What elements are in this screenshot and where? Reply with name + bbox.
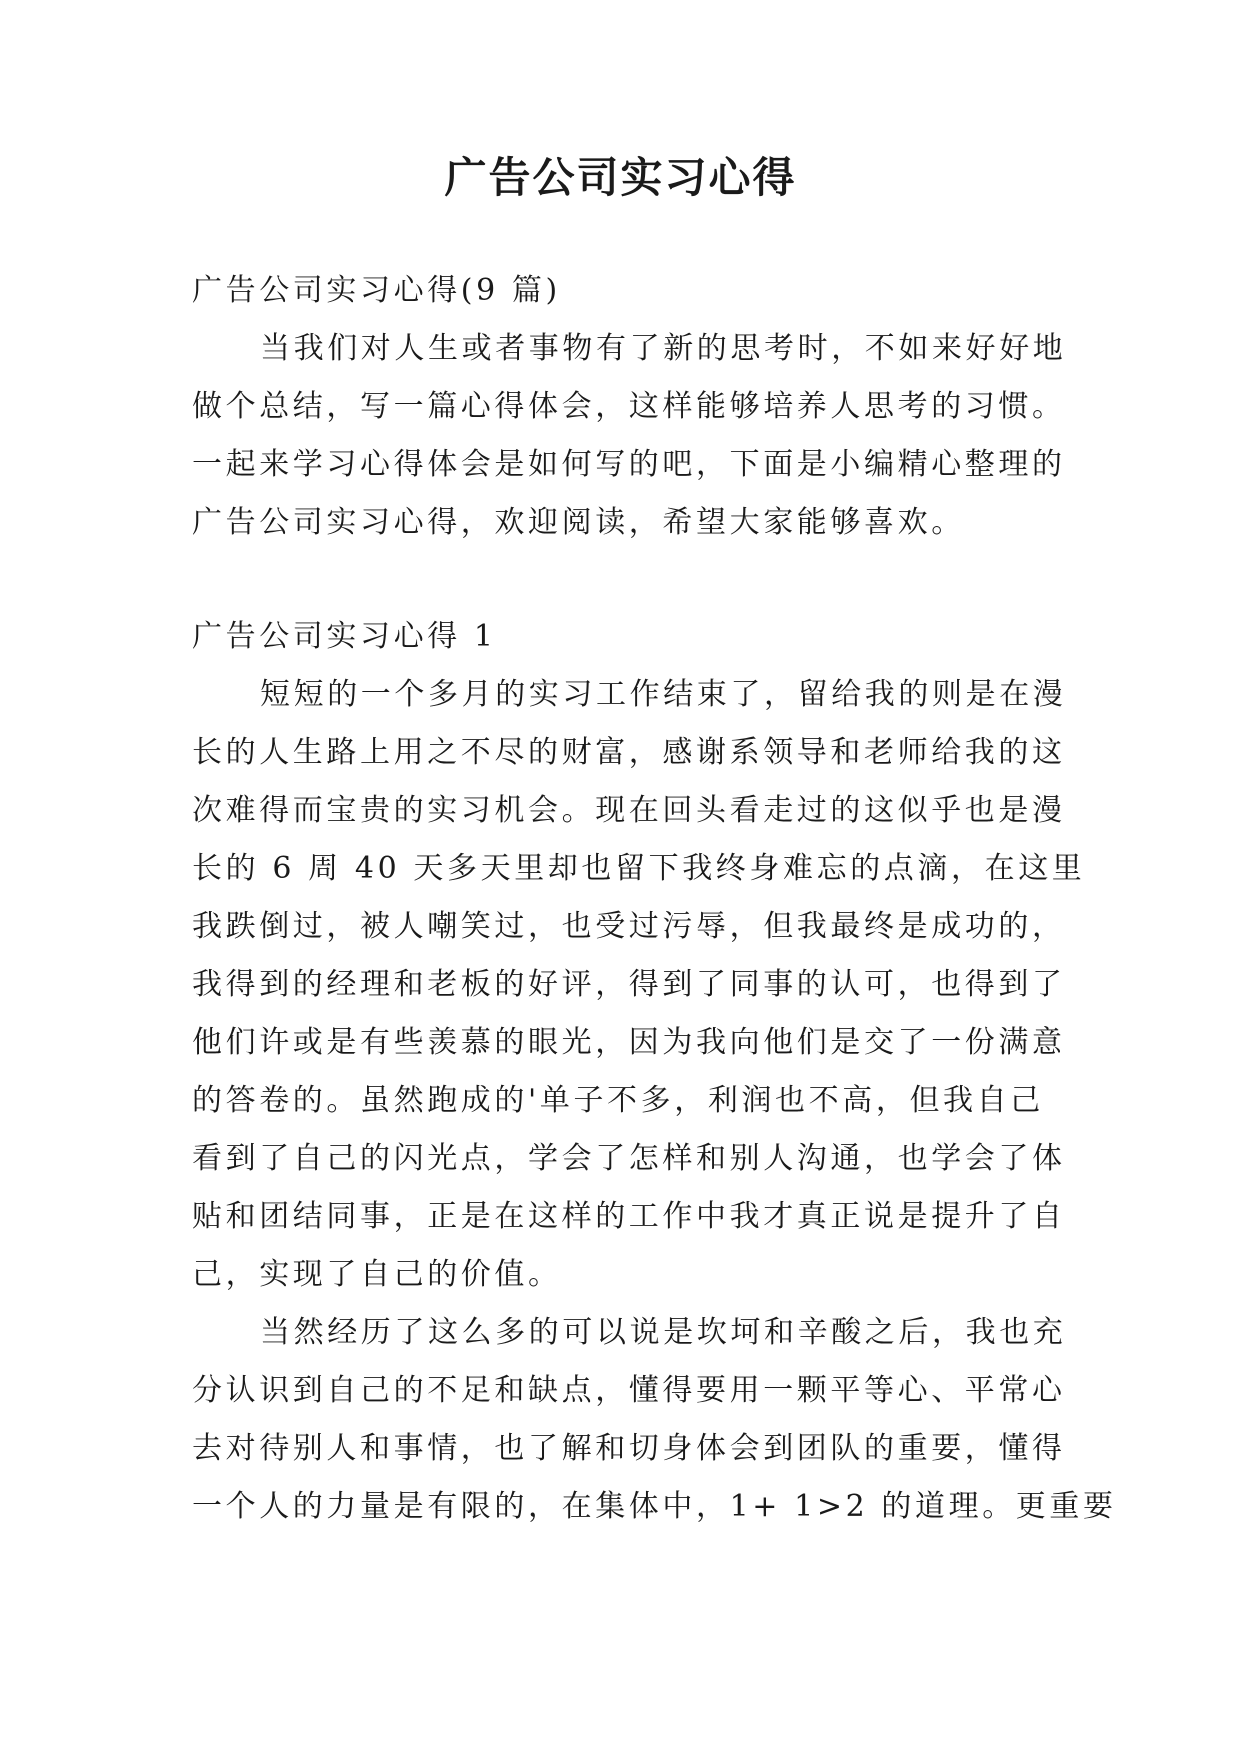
document-title: 广告公司实习心得 — [444, 153, 797, 202]
paragraph-line: 的答卷的。虽然跑成的'单子不多，利润也不高，但我自己 — [192, 1083, 1044, 1118]
document-body — [192, 262, 1117, 1536]
paragraph-line: 贴和团结同事，正是在这样的工作中我才真正说是提升了自 — [192, 1199, 1066, 1234]
paragraph-line: 去对待别人和事情，也了解和切身体会到团队的重要，懂得 — [192, 1431, 1066, 1466]
paragraph-line: 广告公司实习心得，欢迎阅读，希望大家能够喜欢。 — [192, 505, 965, 540]
section1-paragraph-1 — [192, 666, 1086, 1304]
paragraph-line: 我得到的经理和老板的好评，得到了同事的认可，也得到了 — [192, 967, 1066, 1002]
section-spacer — [192, 552, 1072, 608]
paragraph-line: 他们许或是有些羡慕的眼光，因为我向他们是交了一份满意 — [192, 1025, 1066, 1060]
paragraph-line: 长的人生路上用之不尽的财富，感谢系领导和老师给我的这 — [192, 735, 1066, 770]
intro-paragraph — [192, 320, 1072, 552]
section-heading: 广告公司实习心得 1 — [192, 619, 497, 654]
paragraph-line: 一个人的力量是有限的，在集体中，1+ 1>2 的道理。更重要 — [192, 1489, 1117, 1524]
paragraph-line: 己，实现了自己的价值。 — [192, 1257, 562, 1292]
paragraph-line: 短短的一个多月的实习工作结束了，留给我的则是在漫 — [260, 677, 1067, 712]
paragraph-line: 次难得而宝贵的实习机会。现在回头看走过的这似乎也是漫 — [192, 793, 1066, 828]
paragraph-line: 我跌倒过，被人嘲笑过，也受过污辱，但我最终是成功的， — [192, 909, 1066, 944]
paragraph-line: 一起来学习心得体会是如何写的吧，下面是小编精心整理的 — [192, 447, 1066, 482]
paragraph-line: 做个总结，写一篇心得体会，这样能够培养人思考的习惯。 — [192, 389, 1066, 424]
paragraph-line: 当我们对人生或者事物有了新的思考时，不如来好好地 — [260, 331, 1067, 366]
paragraph-line: 当然经历了这么多的可以说是坎坷和辛酸之后，我也充 — [260, 1315, 1067, 1350]
subtitle: 广告公司实习心得(9 篇) — [192, 273, 561, 308]
section1-paragraph-2 — [192, 1304, 1117, 1536]
paragraph-line: 长的 6 周 40 天多天里却也留下我终身难忘的点滴，在这里 — [192, 851, 1086, 886]
paragraph-line: 分认识到自己的不足和缺点，懂得要用一颗平等心、平常心 — [192, 1373, 1066, 1408]
paragraph-line: 看到了自己的闪光点，学会了怎样和别人沟通，也学会了体 — [192, 1141, 1066, 1176]
